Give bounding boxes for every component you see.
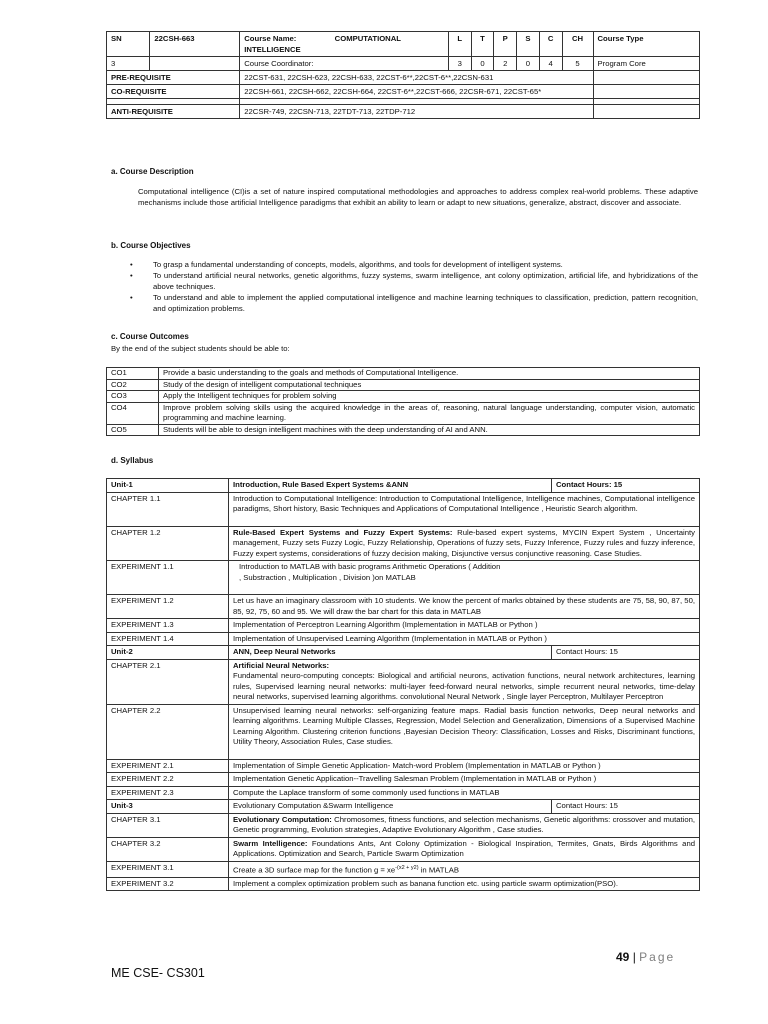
experiment-label: EXPERIMENT 2.3: [107, 786, 229, 800]
course-name-value-2: INTELLIGENCE: [244, 45, 301, 54]
chapter-label: CHAPTER 1.1: [107, 492, 229, 526]
header-row-1: [107, 32, 700, 57]
footer-course-code: ME CSE- CS301: [111, 966, 205, 980]
experiment-text: Create a 3D surface map for the function g = xe: [233, 865, 396, 875]
experiment-text: Let us have an imaginary classroom with 10 students. We know the percent of marks obtained by these students are 75, 58, 90, 87, 50, 85, 92, 75, 60 and 95. We will draw the bar chart for this data in MATLAB: [229, 595, 700, 619]
coreq-value: 22CSH-661, 22CSH-662, 22CSH-664, 22CST-6**,22CST-666, 22CSR-671, 22CST-65*: [240, 85, 593, 99]
coreq-label: CO-REQUISITE: [107, 85, 240, 99]
experiment-label: EXPERIMENT 1.2: [107, 595, 229, 619]
contact-hours: Contact Hours: 15: [552, 479, 700, 493]
chapter-lead: Evolutionary Computation:: [233, 814, 332, 824]
chapter-text: Chromosomes, fitness functions, and selection mechanisms, Genetic algorithms: crossover and mutation, Genetic programming, Evolution strategies, Adaptive Evolutionary Algorithm , Case studies.: [233, 814, 696, 834]
credit-header-s: S: [517, 32, 540, 57]
credit-value-ch: 5: [562, 57, 593, 71]
outcome-text: Study of the design of intelligent computational techniques: [159, 379, 700, 391]
experiment-row: [107, 619, 700, 633]
objective-item: [130, 292, 698, 314]
experiment-row: [107, 595, 700, 619]
outcomes-table: [106, 367, 700, 436]
credit-value-l: 3: [448, 57, 471, 71]
unit-label: Unit-3: [107, 800, 229, 814]
experiment-text: Introduction to MATLAB with basic programs Arithmetic Operations ( Addition: [239, 562, 501, 571]
outcomes-title: c. Course Outcomes: [111, 332, 189, 341]
experiment-text: Implementation of Unsupervised Learning Algorithm (Implementation in MATLAB or Python ): [229, 632, 700, 646]
outcome-code: CO2: [107, 379, 159, 391]
outcome-row: [107, 368, 700, 380]
credit-header-t: T: [471, 32, 494, 57]
course-header-table: [106, 31, 700, 119]
syllabus-title: d. Syllabus: [111, 456, 154, 465]
outcome-code: CO3: [107, 391, 159, 403]
experiment-label: EXPERIMENT 1.1: [107, 561, 229, 595]
prereq-value: 22CST-631, 22CSH-623, 22CSH-633, 22CST-6**,22CST-6**,22CSN-631: [240, 71, 593, 85]
experiment-text: Implementation of Perceptron Learning Algorithm (Implementation in MATLAB or Python ): [229, 619, 700, 633]
experiment-content: [229, 561, 700, 595]
outcome-row: [107, 391, 700, 403]
credit-value-t: 0: [471, 57, 494, 71]
outcome-text: Students will be able to design intelligent machines with the deep understanding of AI and ANN.: [159, 424, 700, 436]
description-text: Computational intelligence (CI)is a set of nature inspired computational methodologies and approaches to address complex real-world problems. These adaptive mechanisms include those artificial Intelligence paradigms that exhibit an ability to learn or adapt to new situations, generalize, abstract, discover and associate.: [138, 187, 698, 207]
credit-value-p: 2: [494, 57, 517, 71]
experiment-text: Compute the Laplace transform of some commonly used functions in MATLAB: [229, 786, 700, 800]
chapter-content: [229, 492, 700, 526]
page-word: Page: [639, 950, 676, 964]
experiment-row: [107, 773, 700, 787]
outcomes-subtitle: By the end of the subject students should be able to:: [111, 344, 290, 353]
objective-item: [130, 259, 698, 270]
credit-header-ch: CH: [562, 32, 593, 57]
coreq-row: [107, 85, 700, 99]
credit-value-c: 4: [539, 57, 562, 71]
chapter-text: Introduction to Computational Intelligence: Introduction to Computational Intelligence, Intelligence machines, Computational intelligence paradigms, Short history, Basic Techniques and Applications of Computational Intelligence , Heuristic Search algorithm.: [233, 493, 695, 513]
prereq-row: [107, 71, 700, 85]
experiment-label: EXPERIMENT 3.2: [107, 877, 229, 891]
unit-row-1: [107, 479, 700, 493]
contact-hours: Contact Hours: 15: [552, 646, 700, 660]
experiment-row: [107, 561, 700, 595]
experiment-text-2: in MATLAB: [418, 865, 460, 875]
chapter-content: [229, 526, 700, 561]
outcome-code: CO5: [107, 424, 159, 436]
course-code: 22CSH-663: [150, 32, 240, 57]
chapter-content: [229, 704, 700, 759]
chapter-row: [107, 492, 700, 526]
bullet-icon: •: [130, 260, 133, 269]
experiment-superscript: -(x2 + y2): [395, 864, 419, 871]
outcome-text: Improve problem solving skills using the acquired knowledge in the areas of, reasoning, natural language understanding, computer vision, automatic programming and machine learning.: [159, 402, 700, 424]
experiment-text-2: , Substraction , Multiplication , Division )on MATLAB: [239, 572, 416, 582]
chapter-lead: Swarm Intelligence:: [233, 838, 308, 848]
course-name-value: COMPUTATIONAL: [334, 34, 401, 43]
experiment-text: Implementation of Simple Genetic Application- Match-word Problem (Implementation in MATLAB or Python ): [229, 759, 700, 773]
objective-text: To understand and able to implement the applied computational intelligence and machine learning techniques to classification, prediction, pattern recognition, and optimization problems.: [153, 293, 698, 313]
chapter-row: [107, 837, 700, 861]
chapter-text: Foundations Ants, Ant Colony Optimization - Biological Inspiration, Termites, Gnats, Birds Algorithms and Applications. Optimization and Search, Particle Swarm Optimization: [233, 838, 695, 858]
unit-title: Introduction, Rule Based Expert Systems &ANN: [229, 479, 552, 493]
sn-label: SN: [107, 32, 150, 57]
objectives-list: [130, 259, 698, 314]
experiment-text: Implement a complex optimization problem such as banana function etc. using particle swarm optimization(PSO).: [229, 877, 700, 891]
credit-header-c: C: [539, 32, 562, 57]
objectives-title: b. Course Objectives: [111, 241, 191, 250]
coordinator-label: Course Coordinator:: [240, 57, 449, 71]
experiment-row: [107, 759, 700, 773]
chapter-content: [229, 837, 700, 861]
outcome-code: CO4: [107, 402, 159, 424]
outcome-row: [107, 379, 700, 391]
chapter-content: [229, 813, 700, 837]
unit-title: Evolutionary Computation &Swarm Intelligence: [229, 800, 552, 814]
header-row-2: [107, 57, 700, 71]
syllabus-table: [106, 478, 700, 891]
description-title: a. Course Description: [111, 167, 194, 176]
outcome-text: Provide a basic understanding to the goals and methods of Computational Intelligence.: [159, 368, 700, 380]
unit-row-2: [107, 646, 700, 660]
experiment-row: [107, 632, 700, 646]
experiment-content: [229, 861, 700, 877]
course-name-label: Course Name:: [244, 34, 297, 43]
coreq-empty: [593, 85, 700, 99]
experiment-row: [107, 861, 700, 877]
credit-header-p: P: [494, 32, 517, 57]
unit-label: Unit-1: [107, 479, 229, 493]
outcome-text: Apply the Intelligent techniques for problem solving: [159, 391, 700, 403]
page-number: [616, 950, 675, 964]
experiment-label: EXPERIMENT 2.2: [107, 773, 229, 787]
course-type-value: Program Core: [593, 57, 700, 71]
antireq-row: [107, 105, 700, 119]
experiment-row: [107, 786, 700, 800]
chapter-label: CHAPTER 3.2: [107, 837, 229, 861]
chapter-label: CHAPTER 1.2: [107, 526, 229, 561]
unit-row-3: [107, 800, 700, 814]
chapter-label: CHAPTER 2.2: [107, 704, 229, 759]
outcome-row: [107, 424, 700, 436]
chapter-row: [107, 659, 700, 704]
chapter-content: [229, 659, 700, 704]
credit-header-l: L: [448, 32, 471, 57]
course-name: [240, 32, 449, 57]
chapter-lead: Artificial Neural Networks:: [233, 660, 330, 670]
experiment-text: Implementation Genetic Application--Travelling Salesman Problem (Implementation in MATLAB or Python ): [229, 773, 700, 787]
antireq-empty: [593, 105, 700, 119]
bullet-icon: •: [130, 271, 133, 280]
objective-text: To grasp a fundamental understanding of concepts, models, algorithms, and tools for development of intelligent systems.: [153, 260, 563, 269]
chapter-row: [107, 526, 700, 561]
antireq-label: ANTI-REQUISITE: [107, 105, 240, 119]
objective-item: [130, 270, 698, 292]
experiment-label: EXPERIMENT 1.4: [107, 632, 229, 646]
chapter-text: Rule-based expert systems, MYCIN Expert System , Uncertainty management, Fuzzy sets Fuzzy Logic, Fuzzy Relationship, Operations of fuzzy sets, Fuzzy Inference, Fuzzy rules and fuzzy inference, Fuzzy expert systems, considerations of fuzzy decision making, Disjunctive versus conjunctive reasoning. Case Studies.: [233, 527, 695, 558]
antireq-value: 22CSR-749, 22CSN-713, 22TDT-713, 22TDP-712: [240, 105, 593, 119]
chapter-text: Fundamental neuro-computing concepts: Biological and artificial neurons, activation functions, neural network architectures, learning rules, Supervised learning neural networks: multi-layer feed-forward neural networks, simple recurrent neural networks, time-delay neural networks, supervised learning algorithms. convolutional Neural Network , Single layer Perceptron, Multilayer Perceptron: [233, 671, 695, 701]
code-empty: [150, 57, 240, 71]
experiment-label: EXPERIMENT 1.3: [107, 619, 229, 633]
page-separator: |: [629, 950, 640, 964]
prereq-label: PRE-REQUISITE: [107, 71, 240, 85]
chapter-row: [107, 813, 700, 837]
chapter-lead: Rule-Based Expert Systems and Fuzzy Expert Systems:: [233, 527, 453, 537]
experiment-label: EXPERIMENT 2.1: [107, 759, 229, 773]
credit-value-s: 0: [517, 57, 540, 71]
unit-label: Unit-2: [107, 646, 229, 660]
outcome-code: CO1: [107, 368, 159, 380]
unit-title: ANN, Deep Neural Networks: [229, 646, 552, 660]
experiment-label: EXPERIMENT 3.1: [107, 861, 229, 877]
course-type-label: Course Type: [593, 32, 700, 57]
chapter-label: CHAPTER 2.1: [107, 659, 229, 704]
sn-value: 3: [107, 57, 150, 71]
contact-hours: Contact Hours: 15: [552, 800, 700, 814]
chapter-text: Unsupervised learning neural networks: self-organizing feature maps. Radial basis function networks, Deep neural networks and learning algorithms. Learning Multiple Classes, Regression, Model Selection and Generalization, Dimensions of a Supervised Machine Learning Algorithm. Clustering criterion functions ,Bayesian Decision Theory: Classification, Losses and Risks, Discriminant functions, Utility Theory, Association Rules, Case studies.: [233, 705, 695, 746]
chapter-row: [107, 704, 700, 759]
experiment-row: [107, 877, 700, 891]
bullet-icon: •: [130, 293, 133, 302]
outcome-row: [107, 402, 700, 424]
objective-text: To understand artificial neural networks, genetic algorithms, fuzzy systems, swarm intelligence, ant colony optimization, artificial life, and hybridizations of the above techniques.: [153, 271, 698, 291]
page-number-value: 49: [616, 950, 630, 964]
prereq-empty: [593, 71, 700, 85]
chapter-label: CHAPTER 3.1: [107, 813, 229, 837]
